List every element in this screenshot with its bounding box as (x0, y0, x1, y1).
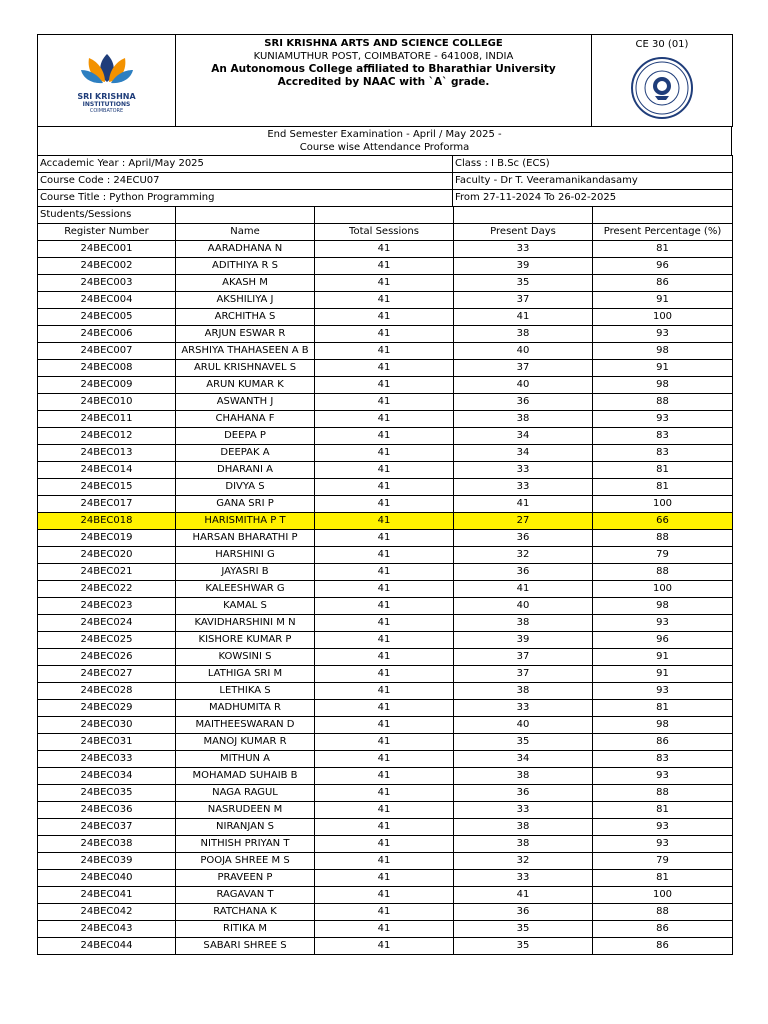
student-name: POOJA SHREE M S (176, 853, 315, 870)
register-number: 24BEC014 (38, 462, 176, 479)
register-number: 24BEC010 (38, 394, 176, 411)
student-name: MADHUMITA R (176, 700, 315, 717)
present-days: 35 (454, 275, 593, 292)
register-number: 24BEC036 (38, 802, 176, 819)
exam-title-cell (38, 127, 732, 156)
total-sessions: 41 (315, 258, 454, 275)
total-sessions: 41 (315, 700, 454, 717)
total-sessions: 41 (315, 513, 454, 530)
student-name: NIRANJAN S (176, 819, 315, 836)
present-days: 41 (454, 887, 593, 904)
table-row (38, 275, 733, 292)
total-sessions: 41 (315, 445, 454, 462)
present-days: 41 (454, 309, 593, 326)
faculty: Faculty - Dr T. Veeramanikandasamy (453, 173, 733, 190)
col-total-sessions: Total Sessions (315, 224, 454, 241)
total-sessions: 41 (315, 462, 454, 479)
register-number: 24BEC030 (38, 717, 176, 734)
present-days: 39 (454, 632, 593, 649)
register-number: 24BEC042 (38, 904, 176, 921)
register-number: 24BEC019 (38, 530, 176, 547)
register-number: 24BEC006 (38, 326, 176, 343)
total-sessions: 41 (315, 819, 454, 836)
present-percentage: 88 (593, 785, 733, 802)
table-row (38, 819, 733, 836)
present-days: 36 (454, 904, 593, 921)
student-name: PRAVEEN P (176, 870, 315, 887)
total-sessions: 41 (315, 853, 454, 870)
table-row (38, 751, 733, 768)
present-days: 38 (454, 683, 593, 700)
student-name: KAVIDHARSHINI M N (176, 615, 315, 632)
student-name: SABARI SHREE S (176, 938, 315, 955)
student-name: MAITHEESWARAN D (176, 717, 315, 734)
attendance-table (37, 206, 733, 955)
present-percentage: 93 (593, 683, 733, 700)
total-sessions: 41 (315, 836, 454, 853)
present-percentage: 93 (593, 836, 733, 853)
register-number: 24BEC003 (38, 275, 176, 292)
form-code: CE 30 (01) (635, 39, 689, 50)
present-days: 41 (454, 581, 593, 598)
total-sessions: 41 (315, 802, 454, 819)
student-name: MOHAMAD SUHAIB B (176, 768, 315, 785)
present-percentage: 88 (593, 394, 733, 411)
present-percentage: 93 (593, 768, 733, 785)
present-days: 40 (454, 717, 593, 734)
table-row (38, 547, 733, 564)
table-row (38, 904, 733, 921)
table-row (38, 649, 733, 666)
total-sessions: 41 (315, 547, 454, 564)
student-name: KAMAL S (176, 598, 315, 615)
total-sessions: 41 (315, 428, 454, 445)
present-days: 37 (454, 666, 593, 683)
student-name: MITHUN A (176, 751, 315, 768)
present-percentage: 83 (593, 428, 733, 445)
present-days: 27 (454, 513, 593, 530)
register-number: 24BEC026 (38, 649, 176, 666)
student-name: NASRUDEEN M (176, 802, 315, 819)
student-name: RAGAVAN T (176, 887, 315, 904)
present-percentage: 93 (593, 411, 733, 428)
register-number: 24BEC043 (38, 921, 176, 938)
present-days: 38 (454, 836, 593, 853)
table-row (38, 768, 733, 785)
col-register-number: Register Number (38, 224, 176, 241)
register-number: 24BEC001 (38, 241, 176, 258)
present-days: 35 (454, 938, 593, 955)
register-number: 24BEC044 (38, 938, 176, 955)
register-number: 24BEC037 (38, 819, 176, 836)
present-percentage: 81 (593, 802, 733, 819)
total-sessions: 41 (315, 275, 454, 292)
total-sessions: 41 (315, 904, 454, 921)
table-row (38, 309, 733, 326)
present-percentage: 93 (593, 615, 733, 632)
present-percentage: 88 (593, 904, 733, 921)
register-number: 24BEC039 (38, 853, 176, 870)
lotus-logo-icon (77, 48, 137, 88)
present-percentage: 98 (593, 717, 733, 734)
present-percentage: 100 (593, 887, 733, 904)
present-days: 38 (454, 615, 593, 632)
student-name: KOWSINI S (176, 649, 315, 666)
present-percentage: 66 (593, 513, 733, 530)
register-number: 24BEC020 (38, 547, 176, 564)
total-sessions: 41 (315, 887, 454, 904)
present-days: 32 (454, 547, 593, 564)
student-name: AKSHILIYA J (176, 292, 315, 309)
table-row (38, 258, 733, 275)
present-days: 38 (454, 411, 593, 428)
present-percentage: 98 (593, 343, 733, 360)
table-row (38, 734, 733, 751)
total-sessions: 41 (315, 292, 454, 309)
naac-seal-icon (630, 56, 694, 120)
register-number: 24BEC018 (38, 513, 176, 530)
present-days: 36 (454, 564, 593, 581)
total-sessions: 41 (315, 394, 454, 411)
total-sessions: 41 (315, 921, 454, 938)
table-row (38, 632, 733, 649)
table-row (38, 598, 733, 615)
register-number: 24BEC023 (38, 598, 176, 615)
student-name: LATHIGA SRI M (176, 666, 315, 683)
total-sessions: 41 (315, 666, 454, 683)
table-row (38, 411, 733, 428)
register-number: 24BEC025 (38, 632, 176, 649)
present-percentage: 81 (593, 462, 733, 479)
table-row (38, 700, 733, 717)
student-name: HARSAN BHARATHI P (176, 530, 315, 547)
register-number: 24BEC038 (38, 836, 176, 853)
student-name: HARSHINI G (176, 547, 315, 564)
student-name: JAYASRI B (176, 564, 315, 581)
total-sessions: 41 (315, 411, 454, 428)
present-days: 35 (454, 921, 593, 938)
student-name: ARUN KUMAR K (176, 377, 315, 394)
empty-cell (176, 207, 315, 224)
total-sessions: 41 (315, 649, 454, 666)
student-name: DHARANI A (176, 462, 315, 479)
student-name: AARADHANA N (176, 241, 315, 258)
register-number: 24BEC027 (38, 666, 176, 683)
table-row (38, 496, 733, 513)
total-sessions: 41 (315, 734, 454, 751)
college-logo (38, 35, 176, 127)
student-name: HARISMITHA P T (176, 513, 315, 530)
present-days: 38 (454, 326, 593, 343)
header-table (37, 34, 733, 127)
student-name: RITIKA M (176, 921, 315, 938)
present-percentage: 81 (593, 870, 733, 887)
total-sessions: 41 (315, 683, 454, 700)
register-number: 24BEC009 (38, 377, 176, 394)
total-sessions: 41 (315, 581, 454, 598)
present-percentage: 91 (593, 649, 733, 666)
table-row (38, 802, 733, 819)
present-days: 36 (454, 394, 593, 411)
present-days: 33 (454, 870, 593, 887)
proforma-title: Course wise Attendance Proforma (299, 142, 470, 153)
table-row (38, 479, 733, 496)
present-days: 33 (454, 802, 593, 819)
college-address: KUNIAMUTHUR POST, COIMBATORE - 641008, INDIA (253, 50, 514, 62)
register-number: 24BEC004 (38, 292, 176, 309)
register-number: 24BEC011 (38, 411, 176, 428)
table-row (38, 870, 733, 887)
register-number: 24BEC034 (38, 768, 176, 785)
present-days: 34 (454, 428, 593, 445)
table-row (38, 683, 733, 700)
student-name: CHAHANA F (176, 411, 315, 428)
table-row (38, 666, 733, 683)
present-percentage: 96 (593, 632, 733, 649)
total-sessions: 41 (315, 479, 454, 496)
table-row (38, 513, 733, 530)
present-percentage: 96 (593, 258, 733, 275)
course-info-table (37, 155, 733, 207)
table-row (38, 428, 733, 445)
present-days: 33 (454, 462, 593, 479)
present-days: 40 (454, 598, 593, 615)
present-days: 38 (454, 768, 593, 785)
present-percentage: 100 (593, 309, 733, 326)
total-sessions: 41 (315, 785, 454, 802)
register-number: 24BEC002 (38, 258, 176, 275)
student-name: DEEPA P (176, 428, 315, 445)
student-name: ADITHIYA R S (176, 258, 315, 275)
table-row (38, 343, 733, 360)
table-row (38, 445, 733, 462)
total-sessions: 41 (315, 938, 454, 955)
student-name: ARSHIYA THAHASEEN A B (176, 343, 315, 360)
student-name: DIVYA S (176, 479, 315, 496)
total-sessions: 41 (315, 717, 454, 734)
present-days: 35 (454, 734, 593, 751)
register-number: 24BEC041 (38, 887, 176, 904)
student-name: MANOJ KUMAR R (176, 734, 315, 751)
college-name: SRI KRISHNA ARTS AND SCIENCE COLLEGE (264, 38, 503, 49)
present-days: 40 (454, 343, 593, 360)
present-days: 36 (454, 530, 593, 547)
course-title: Course Title : Python Programming (38, 190, 453, 207)
table-row (38, 394, 733, 411)
register-number: 24BEC013 (38, 445, 176, 462)
student-name: NAGA RAGUL (176, 785, 315, 802)
course-code: Course Code : 24ECU07 (38, 173, 453, 190)
table-row (38, 462, 733, 479)
table-row (38, 564, 733, 581)
exam-title-table (37, 126, 732, 156)
students-sessions-label: Students/Sessions (38, 207, 176, 224)
present-percentage: 81 (593, 479, 733, 496)
total-sessions: 41 (315, 326, 454, 343)
present-percentage: 98 (593, 377, 733, 394)
table-row (38, 921, 733, 938)
empty-cell (593, 207, 733, 224)
table-row (38, 853, 733, 870)
total-sessions: 41 (315, 309, 454, 326)
register-number: 24BEC024 (38, 615, 176, 632)
affiliation-line: An Autonomous College affiliated to Bharathiar University (211, 63, 556, 75)
table-row (38, 785, 733, 802)
student-name: GANA SRI P (176, 496, 315, 513)
present-percentage: 91 (593, 292, 733, 309)
table-row (38, 530, 733, 547)
total-sessions: 41 (315, 615, 454, 632)
present-days: 33 (454, 700, 593, 717)
total-sessions: 41 (315, 360, 454, 377)
present-percentage: 98 (593, 598, 733, 615)
total-sessions: 41 (315, 377, 454, 394)
student-name: DEEPAK A (176, 445, 315, 462)
attendance-sheet (37, 34, 732, 955)
register-number: 24BEC017 (38, 496, 176, 513)
total-sessions: 41 (315, 598, 454, 615)
session-period: From 27-11-2024 To 26-02-2025 (453, 190, 733, 207)
present-percentage: 83 (593, 445, 733, 462)
present-percentage: 81 (593, 700, 733, 717)
table-row (38, 241, 733, 258)
empty-cell (454, 207, 593, 224)
present-percentage: 100 (593, 581, 733, 598)
table-row (38, 360, 733, 377)
present-percentage: 79 (593, 547, 733, 564)
student-name: LETHIKA S (176, 683, 315, 700)
empty-cell (315, 207, 454, 224)
col-present-days: Present Days (454, 224, 593, 241)
exam-title: End Semester Examination - April / May 2025 - (267, 129, 502, 140)
register-number: 24BEC029 (38, 700, 176, 717)
table-row (38, 836, 733, 853)
present-days: 32 (454, 853, 593, 870)
table-row (38, 938, 733, 955)
register-number: 24BEC033 (38, 751, 176, 768)
present-days: 37 (454, 649, 593, 666)
college-info (176, 35, 592, 127)
col-present-percentage: Present Percentage (%) (593, 224, 733, 241)
present-percentage: 88 (593, 530, 733, 547)
present-percentage: 91 (593, 360, 733, 377)
present-percentage: 91 (593, 666, 733, 683)
total-sessions: 41 (315, 870, 454, 887)
register-number: 24BEC028 (38, 683, 176, 700)
student-name: ARUL KRISHNAVEL S (176, 360, 315, 377)
student-name: ASWANTH J (176, 394, 315, 411)
present-days: 36 (454, 785, 593, 802)
total-sessions: 41 (315, 768, 454, 785)
register-number: 24BEC012 (38, 428, 176, 445)
total-sessions: 41 (315, 496, 454, 513)
present-days: 37 (454, 360, 593, 377)
present-days: 40 (454, 377, 593, 394)
register-number: 24BEC021 (38, 564, 176, 581)
student-name: ARJUN ESWAR R (176, 326, 315, 343)
class-info: Class : I B.Sc (ECS) (453, 156, 733, 173)
present-days: 39 (454, 258, 593, 275)
register-number: 24BEC008 (38, 360, 176, 377)
student-name: NITHISH PRIYAN T (176, 836, 315, 853)
register-number: 24BEC031 (38, 734, 176, 751)
table-row (38, 377, 733, 394)
table-row (38, 615, 733, 632)
present-days: 38 (454, 819, 593, 836)
academic-year: Accademic Year : April/May 2025 (38, 156, 453, 173)
total-sessions: 41 (315, 564, 454, 581)
present-percentage: 88 (593, 564, 733, 581)
register-number: 24BEC035 (38, 785, 176, 802)
total-sessions: 41 (315, 751, 454, 768)
register-number: 24BEC040 (38, 870, 176, 887)
present-percentage: 83 (593, 751, 733, 768)
present-days: 34 (454, 445, 593, 462)
table-row (38, 292, 733, 309)
col-name: Name (176, 224, 315, 241)
student-name: KISHORE KUMAR P (176, 632, 315, 649)
register-number: 24BEC005 (38, 309, 176, 326)
table-row (38, 581, 733, 598)
present-percentage: 79 (593, 853, 733, 870)
accreditation-line: Accredited by NAAC with `A` grade. (277, 75, 490, 88)
table-row (38, 717, 733, 734)
total-sessions: 41 (315, 632, 454, 649)
total-sessions: 41 (315, 241, 454, 258)
student-name: RATCHANA K (176, 904, 315, 921)
total-sessions: 41 (315, 530, 454, 547)
present-percentage: 86 (593, 921, 733, 938)
present-days: 37 (454, 292, 593, 309)
register-number: 24BEC007 (38, 343, 176, 360)
present-days: 34 (454, 751, 593, 768)
table-row (38, 326, 733, 343)
present-percentage: 86 (593, 938, 733, 955)
logo-title1: SRI KRISHNA (77, 91, 136, 101)
present-percentage: 81 (593, 241, 733, 258)
student-name: KALEESHWAR G (176, 581, 315, 598)
register-number: 24BEC015 (38, 479, 176, 496)
present-percentage: 86 (593, 275, 733, 292)
student-name: AKASH M (176, 275, 315, 292)
present-percentage: 93 (593, 326, 733, 343)
total-sessions: 41 (315, 343, 454, 360)
present-days: 33 (454, 241, 593, 258)
logo-title2: INSTITUTIONS (82, 100, 131, 108)
column-header-row (38, 224, 733, 241)
student-name: ARCHITHA S (176, 309, 315, 326)
present-percentage: 93 (593, 819, 733, 836)
present-percentage: 86 (593, 734, 733, 751)
form-code-cell (592, 35, 733, 127)
present-percentage: 100 (593, 496, 733, 513)
table-row (38, 887, 733, 904)
present-days: 41 (454, 496, 593, 513)
present-days: 33 (454, 479, 593, 496)
register-number: 24BEC022 (38, 581, 176, 598)
logo-title3: COIMBATORE (89, 107, 124, 114)
